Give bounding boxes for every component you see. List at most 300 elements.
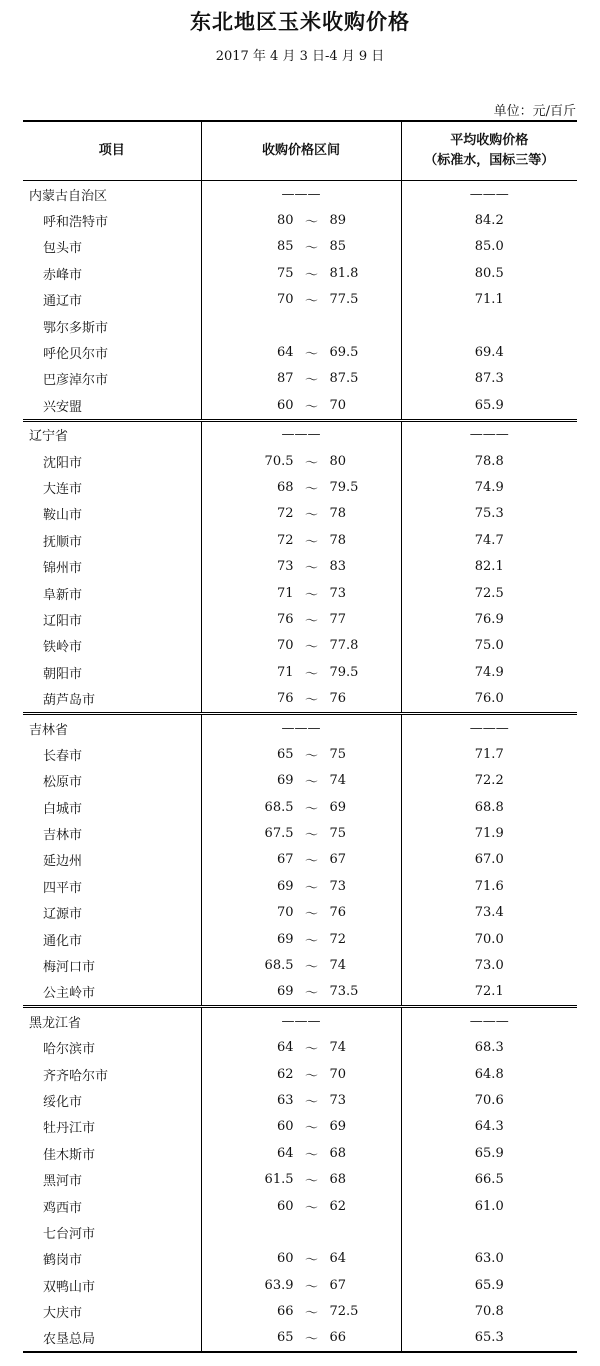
table-row xyxy=(23,1298,577,1324)
range-tilde: ～ xyxy=(304,1279,318,1295)
range-high: 79.5 xyxy=(329,479,359,495)
range-low: 61.5 xyxy=(264,1172,294,1188)
range-high: 77.8 xyxy=(329,638,359,654)
price-range-cell xyxy=(201,260,401,286)
region-name: 梅河口市 xyxy=(43,960,96,976)
range-low: 71 xyxy=(276,585,294,601)
range-tilde: ～ xyxy=(304,1332,318,1348)
table-row xyxy=(23,659,577,685)
range-tilde: ～ xyxy=(304,1200,318,1216)
range-low: 63 xyxy=(276,1092,294,1108)
price-range-cell xyxy=(201,659,401,685)
avg-price: 70.0 xyxy=(401,926,577,952)
table-row xyxy=(23,900,577,926)
range-tilde: ～ xyxy=(304,801,318,817)
region-name: 呼和浩特市 xyxy=(43,215,109,231)
avg-price: 65.3 xyxy=(401,1325,577,1352)
table-row xyxy=(23,1325,577,1352)
region-name: 赤峰市 xyxy=(43,267,83,283)
region-name: 黑河市 xyxy=(43,1174,83,1190)
province-row xyxy=(23,1007,577,1035)
range-high: 77 xyxy=(329,611,347,627)
range-high: 73 xyxy=(329,585,347,601)
region-name: 朝阳市 xyxy=(43,666,83,682)
price-range-cell xyxy=(201,1219,401,1245)
range-tilde: ～ xyxy=(304,587,318,603)
avg-price: 69.4 xyxy=(401,339,577,365)
region-name: 辽宁省 xyxy=(23,420,201,448)
range-high: 87.5 xyxy=(329,371,359,387)
table-row xyxy=(23,1035,577,1061)
table-row xyxy=(23,1114,577,1140)
table-row xyxy=(23,1219,577,1245)
range-tilde: ～ xyxy=(304,880,318,896)
price-range-cell xyxy=(201,1087,401,1113)
range-tilde: ～ xyxy=(304,534,318,550)
range-high: 68 xyxy=(329,1172,347,1188)
region-name: 佳木斯市 xyxy=(43,1147,96,1163)
range-low: 60 xyxy=(276,1198,294,1214)
range-tilde: ～ xyxy=(304,775,318,791)
region-name: 农垦总局 xyxy=(43,1332,96,1348)
range-high: 78 xyxy=(329,532,347,548)
range-low: 64 xyxy=(276,1145,294,1161)
region-name: 兴安盟 xyxy=(43,399,83,415)
range-tilde: ～ xyxy=(304,294,318,310)
range-high: 69.5 xyxy=(329,345,359,361)
range-low: 65 xyxy=(276,746,294,762)
range-high: 89 xyxy=(329,213,347,229)
range-high: 74 xyxy=(329,1040,347,1056)
range-high: 79.5 xyxy=(329,664,359,680)
price-range-cell xyxy=(201,392,401,420)
region-name: 长春市 xyxy=(43,748,83,764)
price-range-cell xyxy=(201,952,401,978)
range-tilde: ～ xyxy=(304,373,318,389)
region-name: 鄂尔多斯市 xyxy=(43,320,109,336)
price-range-cell xyxy=(201,1272,401,1298)
price-range-cell xyxy=(201,580,401,606)
table-row xyxy=(23,448,577,474)
region-name: 大庆市 xyxy=(43,1306,83,1322)
avg-price: 71.7 xyxy=(401,741,577,767)
price-range-cell xyxy=(201,313,401,339)
table-row xyxy=(23,313,577,339)
table-row xyxy=(23,501,577,527)
avg-price: 66.5 xyxy=(401,1166,577,1192)
region-name: 绥化市 xyxy=(43,1094,83,1110)
range-low: 64 xyxy=(276,345,294,361)
avg-price xyxy=(401,313,577,339)
range-tilde: ～ xyxy=(304,1174,318,1190)
table-row xyxy=(23,1087,577,1113)
region-name: 双鸭山市 xyxy=(43,1279,96,1295)
range-low: 66 xyxy=(276,1304,294,1320)
price-range-cell xyxy=(201,527,401,553)
avg-price: ——— xyxy=(401,420,577,448)
range-high: 76 xyxy=(329,905,347,921)
range-low: 68.5 xyxy=(264,958,294,974)
table-row xyxy=(23,1166,577,1192)
avg-price: 65.9 xyxy=(401,1140,577,1166)
avg-price: 73.4 xyxy=(401,900,577,926)
table-row xyxy=(23,768,577,794)
region-name: 公主岭市 xyxy=(43,986,96,1002)
price-range-cell xyxy=(201,606,401,632)
range-low: 69 xyxy=(276,931,294,947)
region-name: 辽阳市 xyxy=(43,613,83,629)
table-row xyxy=(23,952,577,978)
avg-price: 76.9 xyxy=(401,606,577,632)
table-row xyxy=(23,873,577,899)
range-tilde: ～ xyxy=(304,933,318,949)
range-high: 66 xyxy=(329,1330,347,1346)
avg-price: 84.2 xyxy=(401,207,577,233)
range-low: 71 xyxy=(276,664,294,680)
table-row xyxy=(23,339,577,365)
avg-price: 64.8 xyxy=(401,1061,577,1087)
region-name: 四平市 xyxy=(43,880,83,896)
range-tilde: ～ xyxy=(304,481,318,497)
price-range-cell xyxy=(201,1193,401,1219)
avg-price: 64.3 xyxy=(401,1114,577,1140)
table-row xyxy=(23,606,577,632)
price-range-cell xyxy=(201,900,401,926)
range-low: 70 xyxy=(276,292,294,308)
range-tilde: ～ xyxy=(304,347,318,363)
table-row xyxy=(23,979,577,1007)
avg-price: 67.0 xyxy=(401,847,577,873)
range-low: 65 xyxy=(276,1330,294,1346)
table-row xyxy=(23,392,577,420)
price-table xyxy=(23,120,577,1353)
table-row xyxy=(23,847,577,873)
range-tilde: ～ xyxy=(304,693,318,709)
table-row xyxy=(23,1140,577,1166)
province-row xyxy=(23,181,577,208)
table-row xyxy=(23,580,577,606)
region-name: 牡丹江市 xyxy=(43,1121,96,1137)
range-high: 78 xyxy=(329,506,347,522)
avg-price: 87.3 xyxy=(401,366,577,392)
price-range-cell xyxy=(201,768,401,794)
range-tilde: ～ xyxy=(304,666,318,682)
region-name: 鞍山市 xyxy=(43,508,83,524)
range-high: 69 xyxy=(329,1119,347,1135)
range-high: 62 xyxy=(329,1198,347,1214)
table-row xyxy=(23,234,577,260)
region-name: 鹤岗市 xyxy=(43,1253,83,1269)
header-avg-line2: （标准水，国标三等） xyxy=(424,153,555,168)
region-name: 哈尔滨市 xyxy=(43,1042,96,1058)
table-header-row xyxy=(23,121,577,181)
avg-price: 70.8 xyxy=(401,1298,577,1324)
price-range-cell xyxy=(201,234,401,260)
avg-price: 63.0 xyxy=(401,1246,577,1272)
range-dash: ——— xyxy=(201,1007,401,1035)
range-low: 68.5 xyxy=(264,799,294,815)
avg-price: 65.9 xyxy=(401,392,577,420)
range-high: 73 xyxy=(329,1092,347,1108)
table-row xyxy=(23,1193,577,1219)
range-tilde: ～ xyxy=(304,267,318,283)
region-name: 鸡西市 xyxy=(43,1200,83,1216)
price-range-cell xyxy=(201,794,401,820)
range-tilde: ～ xyxy=(304,1068,318,1084)
region-name: 阜新市 xyxy=(43,587,83,603)
range-tilde: ～ xyxy=(304,1042,318,1058)
range-low: 87 xyxy=(276,371,294,387)
range-low: 69 xyxy=(276,773,294,789)
table-row xyxy=(23,474,577,500)
range-low: 70 xyxy=(276,638,294,654)
page-title: 东北地区玉米收购价格 xyxy=(190,10,410,34)
range-low: 68 xyxy=(276,479,294,495)
avg-price: 61.0 xyxy=(401,1193,577,1219)
avg-price: 82.1 xyxy=(401,553,577,579)
avg-price: 85.0 xyxy=(401,234,577,260)
price-range-cell xyxy=(201,873,401,899)
range-tilde: ～ xyxy=(304,561,318,577)
price-range-cell xyxy=(201,926,401,952)
range-tilde: ～ xyxy=(304,960,318,976)
table-row xyxy=(23,553,577,579)
range-high: 67 xyxy=(329,852,347,868)
region-name: 葫芦岛市 xyxy=(43,693,96,709)
region-name: 松原市 xyxy=(43,775,83,791)
range-high: 70 xyxy=(329,1066,347,1082)
price-range-cell xyxy=(201,741,401,767)
region-name: 辽源市 xyxy=(43,907,83,923)
price-range-cell xyxy=(201,207,401,233)
range-tilde: ～ xyxy=(304,828,318,844)
range-low: 60 xyxy=(276,1251,294,1267)
table-row xyxy=(23,1246,577,1272)
price-range-cell xyxy=(201,366,401,392)
range-tilde: ～ xyxy=(304,640,318,656)
table-row xyxy=(23,685,577,713)
range-tilde: ～ xyxy=(304,1306,318,1322)
province-row xyxy=(23,420,577,448)
range-high: 74 xyxy=(329,773,347,789)
range-high: 76 xyxy=(329,691,347,707)
avg-price: 75.0 xyxy=(401,633,577,659)
range-dash: ——— xyxy=(201,713,401,741)
avg-price: 73.0 xyxy=(401,952,577,978)
avg-price: 68.3 xyxy=(401,1035,577,1061)
avg-price: 76.0 xyxy=(401,685,577,713)
range-tilde: ～ xyxy=(304,613,318,629)
range-low: 80 xyxy=(276,213,294,229)
range-tilde: ～ xyxy=(304,241,318,257)
range-high: 83 xyxy=(329,559,347,575)
range-low: 75 xyxy=(276,265,294,281)
region-name: 黑龙江省 xyxy=(23,1007,201,1035)
price-range-cell xyxy=(201,339,401,365)
avg-price: 78.8 xyxy=(401,448,577,474)
range-low: 72 xyxy=(276,506,294,522)
range-tilde: ～ xyxy=(304,1121,318,1137)
table-row xyxy=(23,527,577,553)
range-low: 76 xyxy=(276,691,294,707)
table-row xyxy=(23,926,577,952)
table-row xyxy=(23,260,577,286)
range-high: 72.5 xyxy=(329,1304,359,1320)
range-tilde: ～ xyxy=(304,455,318,471)
range-high: 75 xyxy=(329,746,347,762)
header-avg xyxy=(401,121,577,181)
range-low: 60 xyxy=(276,1119,294,1135)
price-range-cell xyxy=(201,553,401,579)
price-range-cell xyxy=(201,501,401,527)
region-name: 巴彦淖尔市 xyxy=(43,373,109,389)
range-high: 81.8 xyxy=(329,265,359,281)
region-name: 抚顺市 xyxy=(43,534,83,550)
header-range: 收购价格区间 xyxy=(201,121,401,181)
range-tilde: ～ xyxy=(304,1253,318,1269)
region-name: 内蒙古自治区 xyxy=(23,181,201,208)
range-low: 70.5 xyxy=(264,453,294,469)
region-name: 大连市 xyxy=(43,481,83,497)
region-name: 铁岭市 xyxy=(43,640,83,656)
range-tilde: ～ xyxy=(304,907,318,923)
table-row xyxy=(23,741,577,767)
range-dash: ——— xyxy=(201,181,401,208)
range-tilde: ～ xyxy=(304,508,318,524)
price-range-cell xyxy=(201,1035,401,1061)
range-high: 77.5 xyxy=(329,292,359,308)
range-tilde: ～ xyxy=(304,986,318,1002)
price-range-cell xyxy=(201,448,401,474)
range-low: 64 xyxy=(276,1040,294,1056)
avg-price: 74.9 xyxy=(401,659,577,685)
avg-price: 80.5 xyxy=(401,260,577,286)
date-range: 2017 年 4 月 3 日-4 月 9 日 xyxy=(215,49,385,64)
avg-price: 70.6 xyxy=(401,1087,577,1113)
price-range-cell xyxy=(201,1114,401,1140)
range-low: 70 xyxy=(276,905,294,921)
range-dash: ——— xyxy=(201,420,401,448)
table-row xyxy=(23,794,577,820)
range-high: 69 xyxy=(329,799,347,815)
range-tilde: ～ xyxy=(304,215,318,231)
table-row xyxy=(23,366,577,392)
header-item: 项目 xyxy=(23,121,201,181)
range-tilde: ～ xyxy=(304,1147,318,1163)
avg-price: ——— xyxy=(401,713,577,741)
region-name: 锦州市 xyxy=(43,561,83,577)
unit-label: 单位：元/百斤 xyxy=(493,104,576,119)
range-low: 72 xyxy=(276,532,294,548)
region-name: 延边州 xyxy=(43,854,83,870)
range-low: 85 xyxy=(276,239,294,255)
range-high: 73.5 xyxy=(329,984,359,1000)
region-name: 七台河市 xyxy=(43,1226,96,1242)
avg-price: 72.2 xyxy=(401,768,577,794)
region-name: 白城市 xyxy=(43,801,83,817)
price-range-cell xyxy=(201,633,401,659)
avg-price: 68.8 xyxy=(401,794,577,820)
range-high: 64 xyxy=(329,1251,347,1267)
price-range-cell xyxy=(201,287,401,313)
range-tilde: ～ xyxy=(304,1094,318,1110)
region-name: 包头市 xyxy=(43,241,83,257)
avg-price: 65.9 xyxy=(401,1272,577,1298)
range-high: 68 xyxy=(329,1145,347,1161)
range-high: 67 xyxy=(329,1277,347,1293)
range-low: 60 xyxy=(276,397,294,413)
range-low: 69 xyxy=(276,878,294,894)
range-low: 69 xyxy=(276,984,294,1000)
range-high: 75 xyxy=(329,826,347,842)
range-low: 62 xyxy=(276,1066,294,1082)
price-range-cell xyxy=(201,1325,401,1352)
range-high: 70 xyxy=(329,397,347,413)
range-high: 73 xyxy=(329,878,347,894)
range-high: 72 xyxy=(329,931,347,947)
region-name: 吉林省 xyxy=(23,713,201,741)
header-avg-line1: 平均收购价格 xyxy=(450,133,529,148)
table-body xyxy=(23,181,577,1353)
region-name: 呼伦贝尔市 xyxy=(43,347,109,363)
region-name: 吉林市 xyxy=(43,828,83,844)
range-low: 67 xyxy=(276,852,294,868)
table-row xyxy=(23,1061,577,1087)
avg-price: 75.3 xyxy=(401,501,577,527)
range-tilde: ～ xyxy=(304,748,318,764)
avg-price: 71.9 xyxy=(401,820,577,846)
range-high: 80 xyxy=(329,453,347,469)
price-range-cell xyxy=(201,1061,401,1087)
price-range-cell xyxy=(201,1140,401,1166)
table-row xyxy=(23,207,577,233)
table-row xyxy=(23,633,577,659)
price-range-cell xyxy=(201,474,401,500)
avg-price: ——— xyxy=(401,181,577,208)
price-range-cell xyxy=(201,1246,401,1272)
region-name: 通化市 xyxy=(43,933,83,949)
region-name: 齐齐哈尔市 xyxy=(43,1068,109,1084)
avg-price: 74.7 xyxy=(401,527,577,553)
table-row xyxy=(23,1272,577,1298)
range-high: 74 xyxy=(329,958,347,974)
price-range-cell xyxy=(201,1166,401,1192)
avg-price: 72.1 xyxy=(401,979,577,1007)
province-row xyxy=(23,713,577,741)
avg-price xyxy=(401,1219,577,1245)
range-low: 76 xyxy=(276,611,294,627)
avg-price: 72.5 xyxy=(401,580,577,606)
price-range-cell xyxy=(201,820,401,846)
avg-price: 71.6 xyxy=(401,873,577,899)
price-range-cell xyxy=(201,685,401,713)
price-range-cell xyxy=(201,1298,401,1324)
range-high: 85 xyxy=(329,239,347,255)
range-low: 67.5 xyxy=(264,826,294,842)
price-range-cell xyxy=(201,847,401,873)
table-row xyxy=(23,287,577,313)
avg-price: 74.9 xyxy=(401,474,577,500)
range-low: 63.9 xyxy=(264,1277,294,1293)
range-tilde: ～ xyxy=(304,854,318,870)
table-row xyxy=(23,820,577,846)
range-low: 73 xyxy=(276,559,294,575)
range-tilde: ～ xyxy=(304,399,318,415)
region-name: 沈阳市 xyxy=(43,455,83,471)
avg-price: 71.1 xyxy=(401,287,577,313)
region-name: 通辽市 xyxy=(43,294,83,310)
avg-price: ——— xyxy=(401,1007,577,1035)
